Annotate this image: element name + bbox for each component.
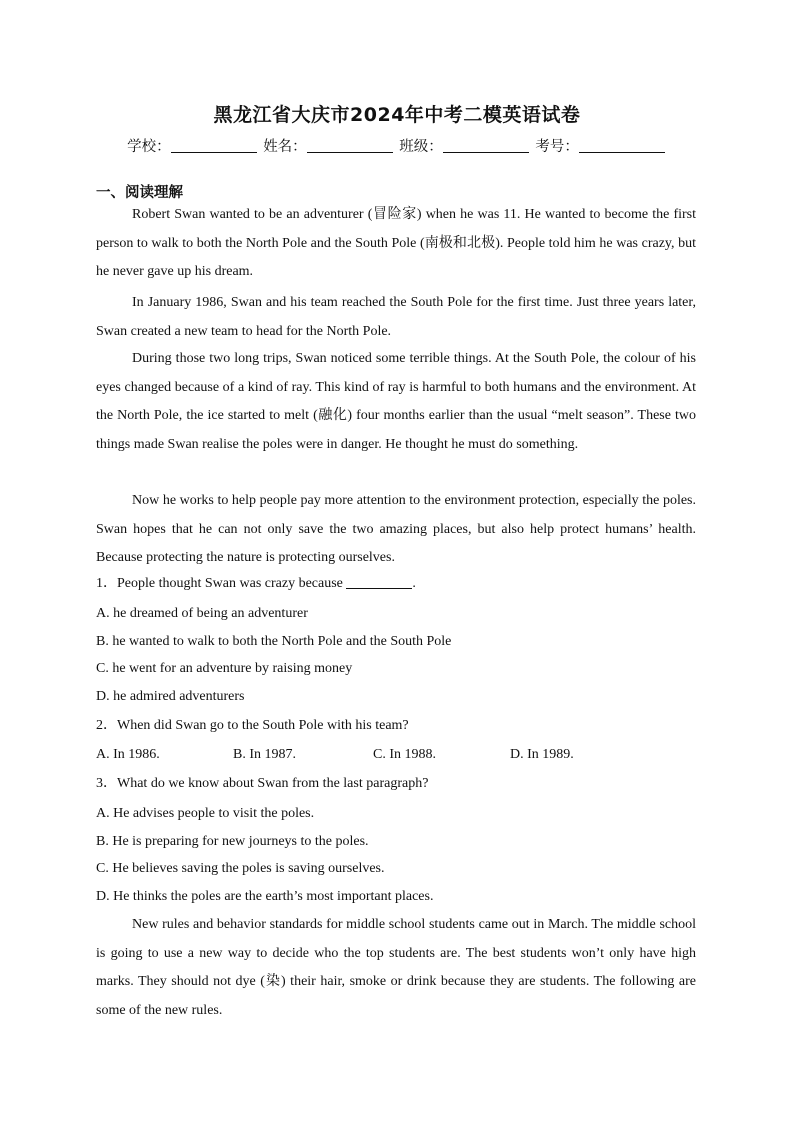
question-3-option-a[interactable]: A. He advises people to visit the poles.: [96, 806, 315, 821]
passage1-paragraph-2: In January 1986, Swan and his team reached the South Pole for the first time. Just three years later, Swan created a new team to head for the North Pole.: [96, 295, 696, 339]
school-label: 学校：: [127, 139, 171, 155]
school-blank[interactable]: [171, 138, 257, 153]
passage1-paragraph-3: During those two long trips, Swan noticed some terrible things. At the South Pole, the colour of his eyes changed because of a kind of ray. This kind of ray is harmful to both humans and the environment. At the North Pole, the ice started to melt (融化) four months earlier than the usual “melt season”. These two things made Swan realise the poles were in danger. He thought he must do something.: [96, 351, 696, 452]
question-1-option-c[interactable]: C. he went for an adventure by raising money: [96, 661, 353, 676]
question-1-blank[interactable]: [346, 576, 412, 589]
question-2-option-b[interactable]: B. In 1987.: [233, 747, 296, 762]
passage1-paragraph-1: Robert Swan wanted to be an adventurer (冒险家) when he was 11. He wanted to become the first person to walk to both the North Pole and the South Pole (南极和北极). People told him he was crazy, but he never gave up his dream.: [96, 207, 696, 279]
question-2-option-c[interactable]: C. In 1988.: [373, 747, 436, 762]
name-blank[interactable]: [307, 138, 393, 153]
question-1-option-a[interactable]: A. he dreamed of being an adventurer: [96, 606, 308, 621]
question-1-stem-end: .: [412, 576, 416, 591]
question-3-stem: 3．What do we know about Swan from the last paragraph?: [96, 776, 429, 791]
question-2-option-d[interactable]: D. In 1989.: [510, 747, 574, 762]
question-2-options: [96, 745, 696, 765]
question-3-option-c[interactable]: C. He believes saving the poles is saving ourselves.: [96, 861, 385, 876]
passage2-paragraph-1: New rules and behavior standards for middle school students came out in March. The middle school is going to use a new way to decide who the top students are. The best students won’t only have high marks. They should not dye (染) their hair, smoke or drink because they are students. The following are some of the new rules.: [96, 917, 696, 1018]
question-1-option-d[interactable]: D. he admired adventurers: [96, 689, 245, 704]
question-1: [96, 574, 696, 594]
exam-number-blank[interactable]: [579, 138, 665, 153]
question-2-stem: 2．When did Swan go to the South Pole with his team?: [96, 718, 409, 733]
exam-number-label: 考号：: [535, 139, 579, 155]
section-heading: 一、阅读理解: [96, 185, 183, 201]
class-blank[interactable]: [443, 138, 529, 153]
page-title: 黑龙江省大庆市2024年中考二模英语试卷: [213, 104, 581, 126]
question-3-option-b[interactable]: B. He is preparing for new journeys to the poles.: [96, 834, 369, 849]
question-1-stem: 1．People thought Swan was crazy because: [96, 576, 343, 591]
question-1-option-b[interactable]: B. he wanted to walk to both the North Pole and the South Pole: [96, 634, 452, 649]
question-2-option-a[interactable]: A. In 1986.: [96, 747, 160, 762]
student-info-line: [0, 135, 794, 156]
class-label: 班级：: [399, 139, 443, 155]
name-label: 姓名：: [263, 139, 307, 155]
question-3-option-d[interactable]: D. He thinks the poles are the earth’s most important places.: [96, 889, 434, 904]
passage1-paragraph-4: Now he works to help people pay more attention to the environment protection, especially the poles. Swan hopes that he can not only save the two amazing places, but also help protect humans’ health. Because protecting the nature is protecting ourselves.: [96, 493, 696, 565]
